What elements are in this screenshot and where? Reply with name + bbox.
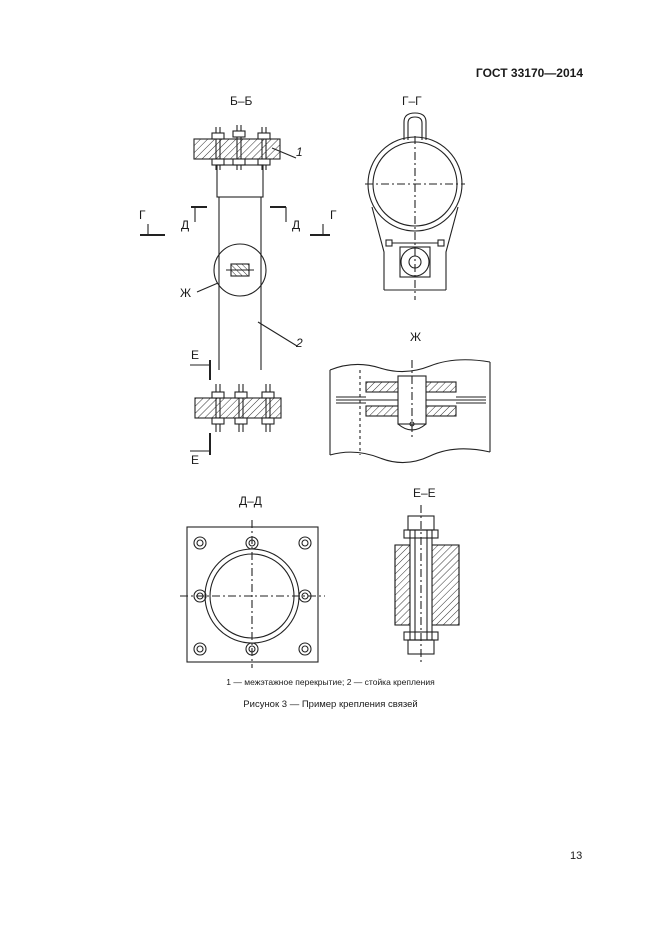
view-dd-drawing [180, 520, 325, 668]
section-marker-e-top: Е [191, 348, 200, 362]
view-ee-drawing [395, 505, 459, 665]
section-marker-g-left: Г [139, 208, 146, 222]
view-title-ee: Е–Е [413, 486, 436, 500]
section-marker-d-right: Д [292, 218, 301, 232]
view-title-bb: Б–Б [230, 94, 253, 108]
figure-legend: 1 — межэтажное перекрытие; 2 — стойка крепления [226, 677, 435, 687]
detail-marker-zh: Ж [180, 286, 192, 300]
callout-1: 1 [296, 145, 303, 159]
section-marker-e-bottom: Е [191, 453, 200, 467]
view-gg-drawing [365, 113, 465, 300]
figure-caption: Рисунок 3 — Пример крепления связей [243, 699, 418, 710]
view-bb-drawing [140, 125, 330, 455]
section-marker-g-right: Г [330, 208, 337, 222]
section-marker-d-left: Д [181, 218, 190, 232]
view-zh-drawing [330, 360, 490, 463]
view-title-zh: Ж [410, 330, 422, 344]
view-title-dd: Д–Д [239, 494, 262, 508]
document-code: ГОСТ 33170—2014 [475, 66, 583, 80]
callout-2: 2 [296, 336, 303, 350]
page-number: 13 [570, 850, 583, 862]
view-title-gg: Г–Г [402, 94, 422, 108]
